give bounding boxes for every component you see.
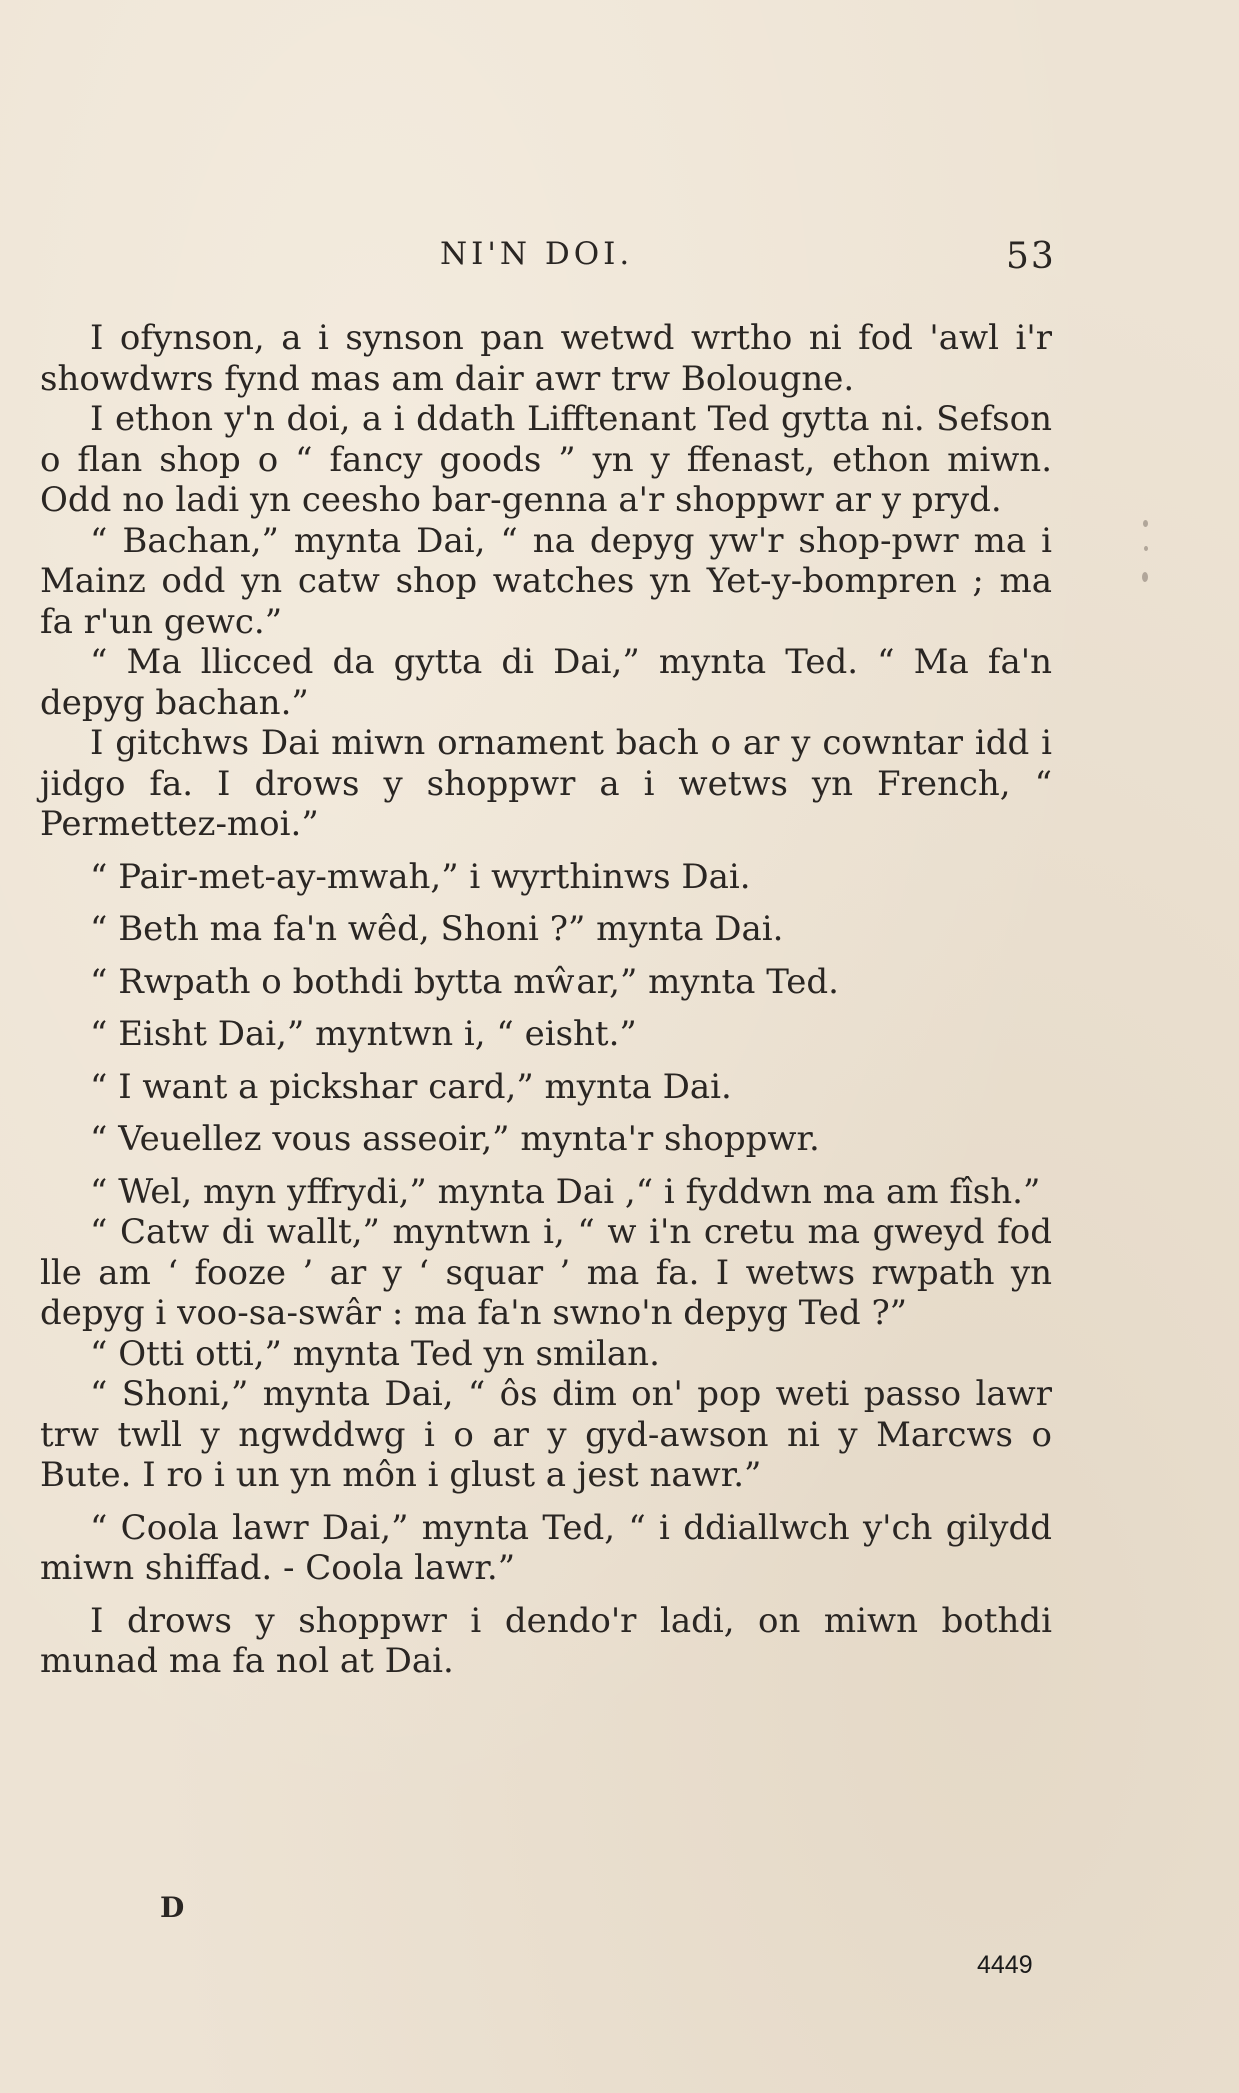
paragraph: I ofynson, a i synson pan wetwd wrtho ni fod 'awl i'r showdwrs fynd mas am dair awr trw Bolougne. bbox=[40, 318, 1052, 399]
paragraph: “ Rwpath o bothdi bytta mŵar,” mynta Ted. bbox=[90, 961, 839, 1002]
paragraph: I gitchws Dai miwn ornament bach o ar y cowntar idd i jidgo fa. I drows y shoppwr a i wetws yn French, “ Permettez-moi.” bbox=[40, 723, 1052, 844]
page-number: 53 bbox=[1006, 236, 1056, 277]
paragraph: “ Eisht Dai,” myntwn i, “ eisht.” bbox=[90, 1014, 637, 1054]
running-title: NI'N DOI. bbox=[440, 236, 634, 272]
paragraph: “ Shoni,” mynta Dai, “ ôs dim on' pop weti passo lawr trw twll y ngwddwg i o ar y gyd-awson ni y Marcws o Bute. I ro i un yn môn i glust a jest nawr.” bbox=[40, 1374, 1052, 1495]
paragraph: I drows y shoppwr i dendo'r ladi, on miwn bothdi munad ma fa nol at Dai. bbox=[40, 1600, 1052, 1681]
paragraph: I ethon y'n doi, a i ddath Lifftenant Ted gytta ni. Sefson o flan shop o “ fancy goods ” yn y ffenast, ethon miwn. Odd no ladi yn ceesho bar-genna a'r shoppwr ar y pryd. bbox=[40, 399, 1052, 520]
signature-mark: D bbox=[160, 1891, 186, 1924]
paragraph: “ Bachan,” mynta Dai, “ na depyg yw'r shop-pwr ma i Mainz odd yn catw shop watches yn Yet-y-bompren ; ma fa r'un gewc.” bbox=[40, 520, 1052, 642]
paper-speck bbox=[1142, 572, 1148, 582]
paragraph: “ Coola lawr Dai,” mynta Ted, “ i ddiallwch y'ch gilydd miwn shiffad. - Coola lawr.” bbox=[40, 1507, 1052, 1588]
paper-speck bbox=[1144, 546, 1148, 551]
paper-speck bbox=[1143, 520, 1148, 527]
catalogue-stamp-number: 4449 bbox=[977, 1951, 1033, 1979]
paragraph: “ Ma llicced da gytta di Dai,” mynta Ted. “ Ma fa'n depyg bachan.” bbox=[40, 642, 1052, 723]
paragraph: “ Catw di wallt,” myntwn i, “ w i'n cretu ma gweyd fod lle am ‘ fooze ’ ar y ‘ squar ’ ma fa. I wetws rwpath yn depyg i voo-sa-swâr : ma fa'n swno'n depyg Ted ?” bbox=[40, 1212, 1052, 1333]
paragraph: “ Pair-met-ay-mwah,” i wyrthinws Dai. bbox=[90, 856, 751, 897]
running-head bbox=[0, 236, 1239, 286]
paragraph: “ I want a pickshar card,” mynta Dai. bbox=[90, 1066, 732, 1107]
paragraph: “ Otti otti,” mynta Ted yn smilan. bbox=[90, 1333, 660, 1374]
paragraph: “ Veuellez vous asseoir,” mynta'r shoppwr. bbox=[90, 1119, 820, 1159]
body-text bbox=[40, 318, 1052, 1682]
paragraph: “ Wel, myn yffrydi,” mynta Dai ,“ i fyddwn ma am fîsh.” bbox=[90, 1171, 1041, 1212]
paragraph: “ Beth ma fa'n wêd, Shoni ?” mynta Dai. bbox=[90, 909, 784, 949]
